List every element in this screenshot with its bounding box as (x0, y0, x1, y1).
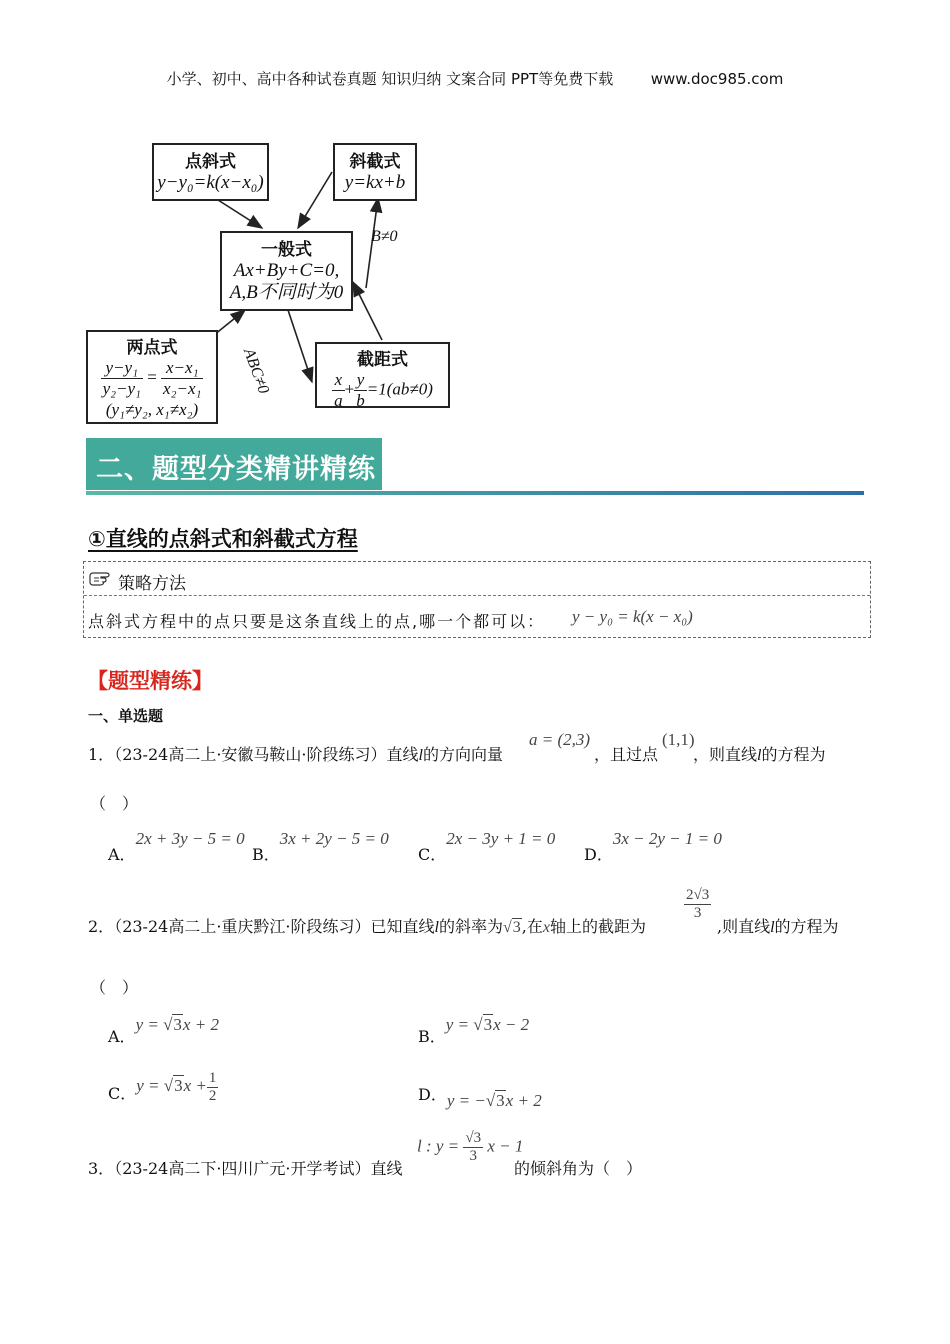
q3-tail: 的倾斜角为（ ） (514, 1159, 643, 1178)
q1-text-e: 的方程为 (761, 745, 826, 764)
arrow-point-slope-to-general (218, 200, 262, 228)
q1-l: l (418, 747, 423, 764)
two-point-num-left: y−y₁ (101, 358, 143, 379)
q1-point: (1,1) (662, 730, 695, 749)
arrow-slope-intercept-to-general (298, 172, 332, 228)
q2-text-e: ,则直线 (717, 917, 771, 936)
q3-text-a: 直线 (370, 1159, 403, 1178)
q1-option-d-math: 3x − 2y − 1 = 0 (612, 829, 722, 848)
two-point-num-right: x−x₁ (161, 358, 203, 379)
q2-slope-radicand: 3 (512, 919, 521, 936)
point-slope-title: 点斜式 (185, 152, 236, 172)
two-point-equals: = (147, 367, 157, 387)
q2-l: l (434, 919, 439, 936)
q1-tail (693, 742, 825, 765)
q3-equation (417, 1130, 523, 1165)
q1-option-a-math: 2x + 3y − 5 = 0 (135, 829, 245, 848)
q2-text-f: 的方程为 (774, 917, 839, 936)
q2-option-c-rad: 3 (174, 1076, 183, 1096)
arrow-general-to-intercept (288, 310, 312, 382)
q2-intercept-den: 3 (693, 905, 702, 921)
line-equation-diagram (80, 136, 460, 428)
two-point-box (86, 330, 218, 424)
intercept-num-x: x (332, 370, 345, 391)
section-banner-title: 二、题型分类精讲精练 (96, 454, 376, 485)
two-point-den-left: y₂−y₁ (102, 379, 141, 398)
banner-underline (86, 491, 864, 495)
q2-option-b-post: x − 2 (493, 1015, 530, 1034)
q2-option-a[interactable] (108, 1012, 219, 1046)
q2-option-d-rad: 3 (496, 1091, 505, 1110)
q2-l-2: l (770, 919, 775, 936)
q2-text-d: 轴上的截距为 (549, 917, 646, 936)
q2-intercept-fraction (684, 887, 711, 922)
pointing-hand-icon (88, 570, 114, 588)
q1-option-c-math: 2x − 3y + 1 = 0 (446, 829, 556, 848)
q2-option-c-fraction (207, 1070, 219, 1105)
q1-option-b[interactable] (252, 826, 389, 864)
header-text: 小学、初中、高中各种试卷真题 知识归纳 文案合同 PPT等免费下载 (166, 70, 614, 88)
q3-number: 3． (88, 1159, 115, 1178)
q3-fraction (463, 1130, 483, 1165)
q2-option-a-label: A． (108, 1027, 136, 1046)
general-form-title: 一般式 (261, 240, 312, 260)
general-form-condition: A,B不同时为0 (229, 282, 344, 303)
two-point-equation (88, 358, 216, 399)
q2-option-d-label: D． (418, 1085, 447, 1104)
q2-option-d-math (447, 1091, 542, 1110)
q2-option-c[interactable] (108, 1070, 218, 1105)
q1-source: （23-24高二上·安徽马鞍山·阶段练习） (114, 745, 387, 764)
question-3 (88, 1156, 403, 1179)
q2-option-b-pre: y = √ (445, 1015, 483, 1034)
q2-option-a-pre: y = √ (135, 1015, 173, 1034)
label-b-nonzero: B≠0 (371, 228, 398, 245)
q2-option-d-post: x + 2 (505, 1091, 542, 1110)
section-title: ①直线的点斜式和斜截式方程 (88, 527, 358, 551)
q2-option-c-label: C． (108, 1084, 137, 1104)
q3-eq-left: l : y = (417, 1136, 460, 1156)
q1-text-c: ，且过点 (594, 745, 659, 764)
q2-option-c-post: x + (183, 1076, 207, 1096)
strategy-title: 策略方法 (118, 574, 186, 594)
intercept-plus: + (344, 379, 355, 399)
intercept-num-y: y (354, 370, 367, 391)
question-2 (88, 914, 646, 937)
arrow-two-point-to-general (214, 310, 245, 335)
q2-slope: √3 (502, 919, 521, 936)
q2-option-a-rad: 3 (173, 1015, 182, 1034)
intercept-title: 截距式 (357, 350, 408, 370)
two-point-den-right: x₂−x₁ (163, 379, 202, 398)
general-form-equation: Ax+By+C=0, (233, 260, 340, 281)
label-abc-nonzero: ABC≠0 (240, 346, 273, 396)
q2-x: x (542, 919, 550, 936)
strategy-divider (84, 595, 870, 596)
q2-option-c-fden: 2 (208, 1088, 217, 1104)
q2-option-d[interactable] (418, 1084, 542, 1110)
q2-option-d-pre: y = −√ (446, 1091, 496, 1110)
slope-intercept-title: 斜截式 (349, 152, 401, 172)
arrow-intercept-to-general (353, 282, 382, 340)
page-header (0, 68, 950, 89)
q1-option-b-label: B． (252, 845, 280, 864)
q1-text-a: 直线 (386, 745, 419, 764)
q1-text-b: 的方向向量 (422, 745, 503, 764)
q2-paren: （ ） (90, 978, 139, 997)
q3-fnum: √3 (465, 1130, 482, 1146)
q1-option-a-label: A． (108, 845, 136, 864)
point-slope-equation: y−y₀=k(x−x₀) (157, 172, 264, 193)
q2-text-a: 已知直线 (370, 917, 435, 936)
general-form-box (220, 231, 353, 311)
q2-option-c-math (136, 1070, 218, 1104)
strategy-text: 点斜式方程中的点只要是这条直线上的点,哪一个都可以： (88, 612, 546, 631)
header-url[interactable]: www.doc985.com (650, 70, 784, 88)
q3-fden: 3 (469, 1148, 478, 1164)
point-slope-box (152, 143, 269, 201)
q1-option-d[interactable] (584, 826, 722, 864)
intercept-box (315, 342, 450, 408)
q1-option-c-label: C． (418, 845, 447, 864)
q1-l-2: l (757, 747, 762, 764)
q2-option-b[interactable] (418, 1012, 530, 1046)
q1-number: 1． (88, 745, 115, 764)
q1-option-a[interactable] (108, 826, 245, 864)
q2-option-b-rad: 3 (483, 1015, 493, 1034)
q2-intercept-num: 2√3 (686, 887, 710, 903)
two-point-condition: (y₁≠y₂, x₁≠x₂) (105, 400, 199, 419)
intercept-den-b: b (356, 391, 365, 410)
q1-vector: a = (2,3) (529, 730, 591, 749)
q2-option-c-pre: y = √ (136, 1076, 174, 1096)
q3-eq-right: x − 1 (487, 1136, 524, 1156)
strategy-formula: y − y₀ = k(x − x₀) (572, 607, 693, 626)
q1-option-d-label: D． (584, 845, 613, 864)
part-heading: 一、单选题 (88, 707, 164, 725)
q2-option-a-post: x + 2 (182, 1015, 219, 1034)
q2-text-c: ,在 (521, 917, 543, 936)
intercept-rest: =1(ab≠0) (366, 379, 433, 399)
intercept-equation (317, 370, 448, 411)
q2-tail (717, 914, 839, 937)
q1-text-d: ，则直线 (693, 745, 758, 764)
q1-option-b-math: 3x + 2y − 5 = 0 (279, 829, 389, 848)
q1-option-c[interactable] (418, 826, 556, 864)
q2-option-a-math (136, 1015, 219, 1034)
q2-text-b: 的斜率为 (438, 917, 503, 936)
intercept-den-a: a (334, 391, 343, 410)
q2-option-b-label: B． (418, 1027, 446, 1046)
q2-source: （23-24高二上·重庆黔江·阶段练习） (114, 917, 371, 936)
slope-intercept-box (333, 143, 417, 201)
q3-source: （23-24高二下·四川广元·开学考试） (114, 1159, 371, 1178)
q2-number: 2． (88, 917, 115, 936)
q1-paren: （ ） (90, 794, 139, 813)
q2-option-c-fnum: 1 (208, 1070, 217, 1086)
question-1 (88, 742, 503, 765)
slope-intercept-equation: y=kx+b (344, 172, 406, 193)
two-point-title: 两点式 (126, 338, 178, 358)
q2-option-b-math (446, 1015, 529, 1034)
question-type-heading: 【题型精练】 (87, 669, 213, 693)
